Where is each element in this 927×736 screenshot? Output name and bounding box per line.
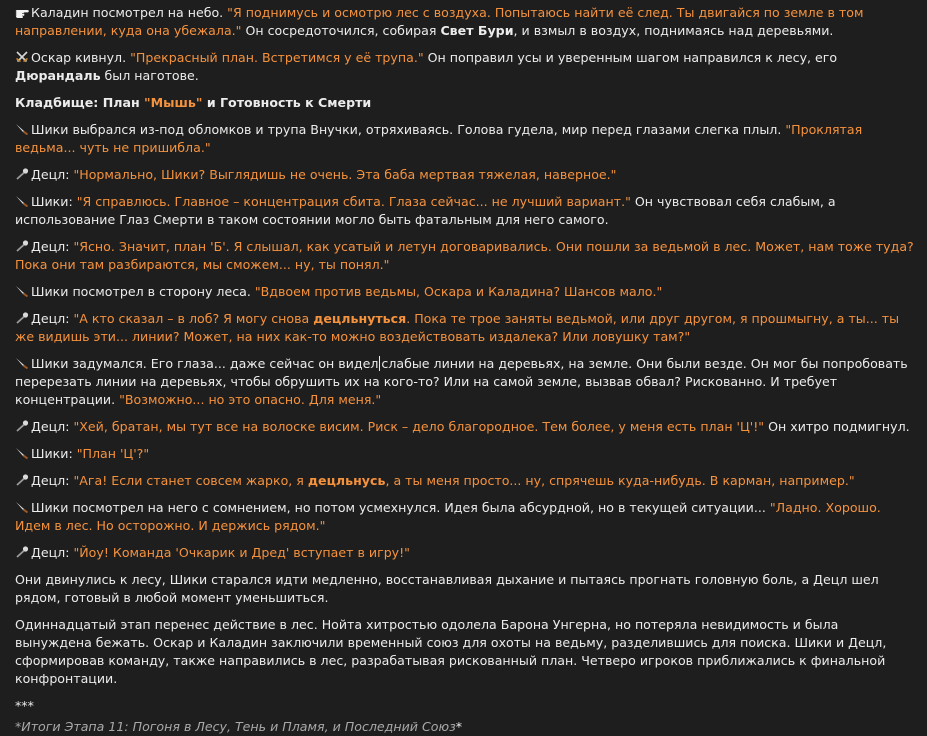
microphone-icon [15,168,28,180]
dialogue-quote: "Ладно. Хорошо. Идем в лес. Но осторожно. И держись рядом." [15,500,881,533]
narration-text: Одиннадцатый этап перенес действие в лес. Нойта хитростью одолела Барона Унгерна, но потеряла невидимость и была вынуждена бежать. Оскар и Каладин заключили временный союз для охоты на ведьму, разделившись для поиска. Шики и Децл, сформировав команду, также направились в лес, разрабатывая рискованный план. Четверо игроков приближались к финальной конфронтации. [15,617,887,686]
knife-icon [15,501,28,513]
narration-text: Он хитро подмигнул. [764,419,910,434]
dialogue-quote: "План 'Ц'?" [76,446,150,461]
paragraph-kaladin-plan [15,4,919,40]
paragraph-detsl-asks [15,166,919,184]
paragraph-detsl-plan-b [15,238,919,274]
microphone-icon [15,240,28,252]
narration-text: Он сосредоточился, собирая [241,23,441,38]
speaker-label: Шики: [31,194,77,209]
paragraph-shiki-plan-c [15,445,919,463]
speaker-label: Децл: [31,311,74,326]
stage-footer [15,718,919,736]
narration-text: Он поправил усы и уверенным шагом направился к лесу, его [423,50,838,65]
dialogue-quote: "Йоу! Команда 'Очкарик и Дред' вступает в игру!" [73,545,410,560]
dialogue-quote: "Нормально, Шики? Выглядишь не очень. Эта баба мертвая тяжелая, наверное." [73,167,617,182]
dialogue-quote: , а ты меня просто... ну, спрячешь куда-нибудь. В карман, например." [385,473,855,488]
knife-icon [15,447,28,459]
paragraph-detsl-risk [15,418,919,436]
paragraph-shiki-agrees [15,499,919,535]
narration-text: Он чувствовал себя слабым, а использование Глаз Смерти в таком состоянии могло быть фатальным для него самого. [15,194,836,227]
speaker-label: Шики: [31,446,77,461]
paragraph-shiki-looks [15,283,919,301]
paragraph-moving-to-forest [15,571,919,607]
knife-icon [15,357,28,369]
paragraph-shiki-answers [15,193,919,229]
heading-text: и Готовность к Смерти [202,95,372,110]
dialogue-quote: "Ага! Если станет совсем жарко, я [73,473,308,488]
dialogue-quote: . Пока те трое заняты ведьмой, или друг другом, я прошмыгну, а ты... ты же видишь эти... линии? Может, на них как-то можно воздействовать издалека? Или ловушку там?" [15,311,900,344]
narration-text: Шики выбрался из-под обломков и трупа Внучки, отряхиваясь. Голова гудела, мир перед глазами слегка плыл. [31,122,786,137]
paragraph-shiki-emerges [15,121,919,157]
dialogue-quote: "Возможно... но это опасно. Для меня." [119,392,382,407]
dialogue-quote: "Хей, братан, мы тут все на волоске висим. Риск – дело благородное. Тем более, у меня есть план 'Ц'!" [73,419,765,434]
knife-icon [15,285,28,297]
knife-icon [15,195,28,207]
dialogue-quote: "Я справлюсь. Главное – концентрация сбита. Глаза сейчас... не лучший вариант." [76,194,631,209]
narration-text: был наготове. [100,68,199,83]
paragraph-stage-summary [15,616,919,688]
dialogue-quote: "Прекрасный план. Встретимся у её трупа." [130,50,424,65]
narration-text: слабые линии на деревьях, на земле. Они были везде. Он мог бы попробовать перерезать линии на деревьях, чтобы обрушить их на кого-то? Или на самой земле, вызвав обвал? Рискованно. И требует концентрации. [15,356,908,407]
footer-star: * [15,719,22,734]
heading-quote: "Мышь" [144,95,203,110]
paragraph-detsl-team [15,544,919,562]
narration-text: , и взмыл в воздух, поднимаясь над деревьями. [513,23,834,38]
footer-star: * [455,719,463,734]
dialogue-quote: "Проклятая ведьма... чуть не пришибла." [15,122,863,155]
speaker-label: Децл: [31,545,74,560]
dialogue-quote: "Я поднимусь и осмотрю лес с воздуха. Попытаюсь найти её след. Ты двигайся по земле в том направлении, куда она убежала." [15,5,864,38]
paragraph-oskar-agrees [15,49,919,85]
bold-term: децльнуться [313,311,407,326]
narration-text: Оскар кивнул. [31,50,131,65]
dialogue-quote: "Вдвоем против ведьмы, Оскара и Каладина? Шансов мало." [254,284,663,299]
separator-text: *** [15,698,34,713]
heading-text: Кладбище: План [15,95,145,110]
speaker-label: Децл: [31,473,74,488]
bold-term: Свет Бури [440,23,514,38]
narration-text: Каладин посмотрел на небо. [31,5,228,20]
microphone-icon [15,474,28,486]
dialogue-quote: "Ясно. Значит, план 'Б'. Я слышал, как усатый и летун договаривались. Они пошли за ведьмой в лес. Может, нам тоже туда? Пока они там разбираются, мы сможем... ну, ты понял." [15,239,914,272]
microphone-icon [15,312,28,324]
narration-text: Шики задумался. Его глаза... даже сейчас он видел [31,356,379,371]
crossed-swords-icon [15,51,28,63]
paragraph-detsl-idea [15,310,919,346]
narration-text: Шики посмотрел в сторону леса. [31,284,255,299]
microphone-icon [15,420,28,432]
pointing-hand-icon [15,6,28,18]
section-separator [15,697,919,715]
footer-title: Итоги Этапа 11: Погоня в Лесу, Тень и Пламя, и Последний Союз [21,719,456,734]
narration-text: Шики посмотрел на него с сомнением, но потом усмехнулся. Идея была абсурдной, но в текущей ситуации... [31,500,770,515]
dialogue-quote: "А кто сказал – в лоб? Я могу снова [73,311,314,326]
knife-icon [15,123,28,135]
speaker-label: Децл: [31,239,74,254]
speaker-label: Децл: [31,167,74,182]
paragraph-detsl-plan-c [15,472,919,490]
bold-term: децльнусь [307,473,386,488]
narration-text: Они двинулись к лесу, Шики старался идти медленно, восстанавливая дыхание и пытаясь прогнать головную боль, а Децл шел рядом, готовый в любой момент уменьшиться. [15,572,879,605]
section-heading [15,94,919,112]
bold-term: Дюрандаль [15,68,101,83]
speaker-label: Децл: [31,419,74,434]
microphone-icon [15,546,28,558]
paragraph-shiki-thinks [15,355,919,409]
